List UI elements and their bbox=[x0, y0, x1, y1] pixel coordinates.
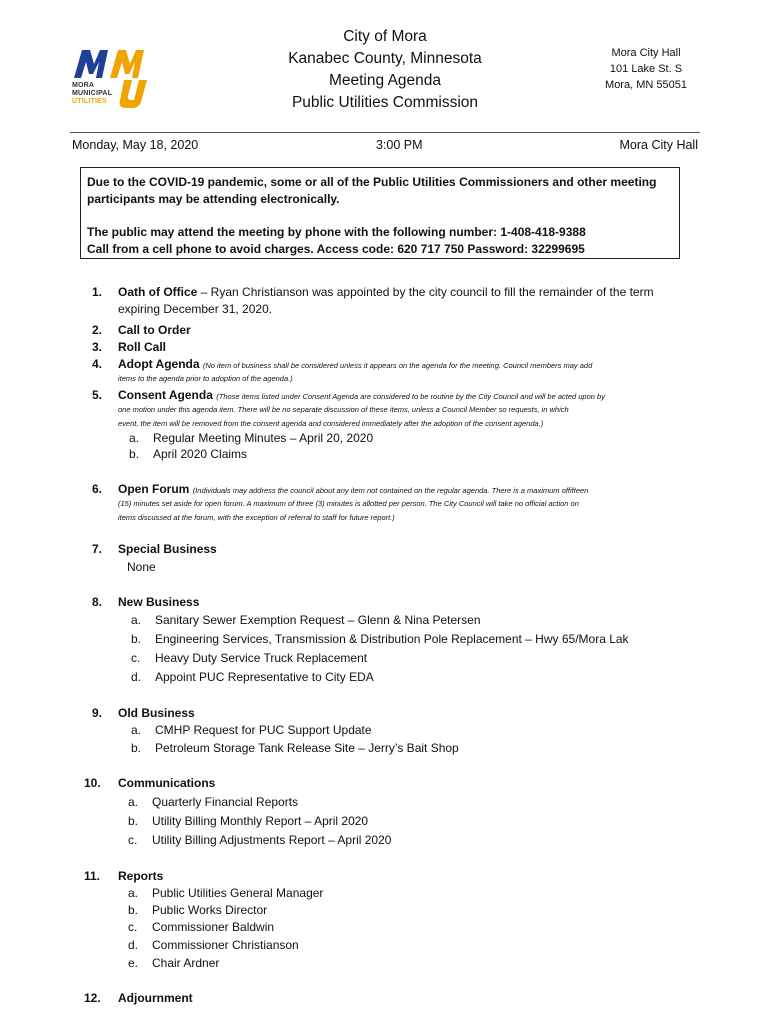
list-item: b. Petroleum Storage Tank Release Site – Jerry’s Bait Shop bbox=[131, 741, 459, 755]
item-note-line-2: one motion under this agenda item. There will be no separate discussion of these items, unless a Council Member so requests, in which bbox=[118, 405, 569, 414]
item-title: Adopt Agenda bbox=[118, 357, 200, 371]
list-item: d. Commissioner Christianson bbox=[128, 938, 299, 952]
notice-access-line: Call from a cell phone to avoid charges. Access code: 620 717 750 Password: 32299695 bbox=[87, 242, 585, 256]
item-title: New Business bbox=[118, 595, 200, 609]
item-number: 8. bbox=[92, 595, 103, 609]
item-note-line-3: items discussed at the forum, with the exception of referral to staff for future report.) bbox=[118, 513, 395, 522]
list-item: a. Public Utilities General Manager bbox=[128, 886, 324, 900]
header-divider bbox=[70, 132, 700, 133]
item-note-line-2: (15) minutes set aside for open forum. A maximum of three (3) minutes is allotted per person. The City Council will take no official action on bbox=[118, 499, 579, 508]
item-title: Roll Call bbox=[118, 340, 167, 354]
list-item: c. Heavy Duty Service Truck Replacement bbox=[131, 651, 368, 665]
item-number: 9. bbox=[92, 706, 103, 720]
item-number: 12. bbox=[84, 991, 101, 1005]
list-item: c. Commissioner Baldwin bbox=[128, 920, 275, 934]
list-item: a. Sanitary Sewer Exemption Request – Glenn & Nina Petersen bbox=[131, 613, 481, 627]
item-title: Consent Agenda bbox=[118, 388, 213, 402]
logo-line-mora: MORA bbox=[72, 82, 95, 89]
header-city: City of Mora bbox=[343, 28, 427, 45]
item-note: (Those items listed under Consent Agenda are considered to be routine by the City Council and will be acted upon by bbox=[216, 392, 605, 401]
address-block bbox=[590, 45, 702, 93]
list-item: c. Utility Billing Adjustments Report – April 2020 bbox=[128, 833, 392, 847]
item-title: Reports bbox=[118, 869, 164, 883]
item-number: 6. bbox=[92, 482, 103, 496]
notice-paragraph-1: Due to the COVID-19 pandemic, some or all of the Public Utilities Commissioners and other meeting participants may be attending electronically. bbox=[87, 175, 657, 206]
item-title: Special Business bbox=[118, 542, 217, 556]
list-item: e. Chair Ardner bbox=[128, 956, 220, 970]
item-text: None bbox=[127, 560, 156, 574]
address-line-1: Mora City Hall bbox=[611, 47, 681, 59]
item-note: (No item of business shall be considered unless it appears on the agenda for the meeting. Council members may add bbox=[202, 361, 593, 370]
logo-line-municipal: MUNICIPAL bbox=[72, 90, 113, 97]
header-body: Public Utilities Commission bbox=[291, 94, 479, 111]
item-text-continued: expiring December 31, 2020. bbox=[118, 302, 273, 316]
item-title: Communications bbox=[118, 776, 216, 790]
meeting-location: Mora City Hall bbox=[619, 138, 698, 152]
covid-notice-box bbox=[80, 167, 680, 259]
item-number: 1. bbox=[92, 285, 103, 299]
address-line-2: 101 Lake St. S bbox=[609, 63, 683, 75]
header-doc-type: Meeting Agenda bbox=[328, 72, 442, 89]
agenda-header bbox=[250, 26, 520, 114]
item-number: 7. bbox=[92, 542, 103, 556]
item-note-line-3: event, the item will be removed from the consent agenda and considered immediately after the adoption of the consent agenda.) bbox=[118, 419, 544, 428]
item-title: Adjournment bbox=[118, 991, 193, 1005]
item-number: 5. bbox=[92, 388, 103, 402]
item-number: 4. bbox=[92, 357, 103, 371]
list-item: d. Appoint PUC Representative to City EDA bbox=[131, 670, 374, 684]
logo-line-utilities: UTILITIES bbox=[72, 98, 107, 105]
list-item: b. Engineering Services, Transmission & Distribution Pole Replacement – Hwy 65/Mora Lak bbox=[131, 632, 629, 646]
list-item: a. Quarterly Financial Reports bbox=[128, 795, 299, 809]
header-county: Kanabec County, Minnesota bbox=[288, 50, 482, 67]
list-item: b. Utility Billing Monthly Report – April 2020 bbox=[128, 814, 369, 828]
logo-text bbox=[72, 82, 112, 106]
item-note-continued: items to the agenda prior to adoption of the agenda.) bbox=[118, 374, 293, 383]
list-item: a. Regular Meeting Minutes – April 20, 2020 bbox=[129, 431, 374, 445]
item-number: 10. bbox=[84, 776, 101, 790]
item-title: Oath of Office bbox=[118, 285, 198, 299]
address-line-3: Mora, MN 55051 bbox=[605, 79, 687, 91]
list-item: b. April 2020 Claims bbox=[129, 447, 248, 461]
item-title: Open Forum bbox=[118, 482, 190, 496]
item-number: 3. bbox=[92, 340, 103, 354]
item-number: 2. bbox=[92, 323, 103, 337]
item-title: Old Business bbox=[118, 706, 195, 720]
notice-phone-line: The public may attend the meeting by phone with the following number: 1-408-418-9388 bbox=[87, 225, 586, 239]
meeting-time: 3:00 PM bbox=[376, 138, 423, 152]
item-title: Call to Order bbox=[118, 323, 191, 337]
item-text: – Ryan Christianson was appointed by the city council to fill the remainder of the term bbox=[197, 285, 654, 299]
item-note: (Individuals may address the council about any item not contained on the regular agenda. There is a maximum offifteen bbox=[192, 486, 589, 495]
item-number: 11. bbox=[84, 869, 101, 883]
list-item: a. CMHP Request for PUC Support Update bbox=[131, 723, 372, 737]
meeting-date: Monday, May 18, 2020 bbox=[72, 138, 199, 152]
list-item: b. Public Works Director bbox=[128, 903, 268, 917]
